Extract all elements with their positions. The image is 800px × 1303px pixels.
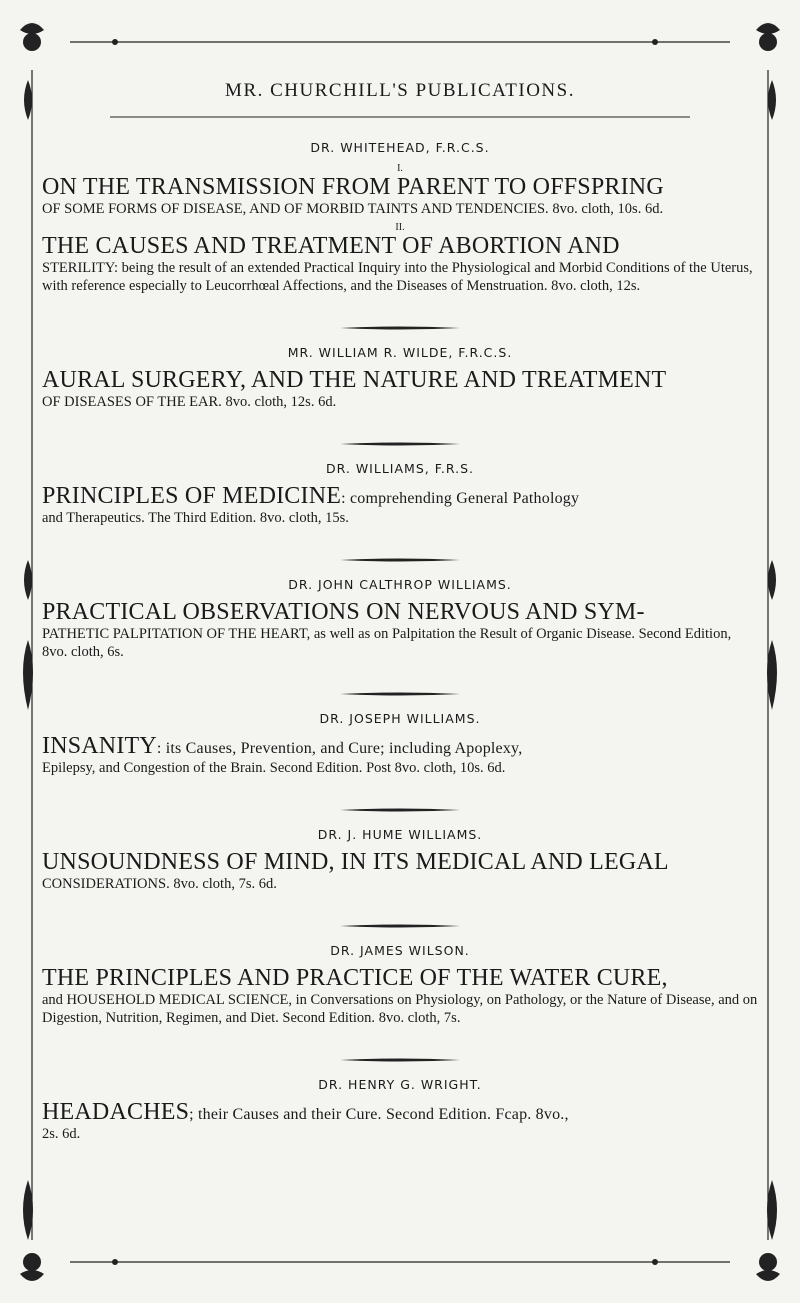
work-description	[42, 759, 758, 777]
title-main: THE CAUSES AND TREATMENT OF ABORTION AND	[42, 233, 620, 259]
work-description	[42, 1125, 758, 1143]
section-divider	[340, 549, 460, 553]
author-name: DR. J. HUME WILLIAMS.	[317, 827, 483, 842]
work-title	[42, 600, 758, 625]
price-format: 8vo. cloth, 12s. 6d.	[225, 394, 337, 410]
author-name: DR. WILLIAMS, F.R.S.	[326, 461, 474, 476]
price-format: Post 8vo. cloth, 10s. 6d.	[366, 760, 506, 776]
section-divider	[340, 433, 460, 437]
title-rest: ; their Causes and their Cure. Second Edition. Fcap. 8vo.,	[189, 1106, 569, 1123]
publication-entry	[42, 827, 758, 893]
work-title	[42, 484, 758, 509]
author-name: DR. WHITEHEAD, F.R.C.S.	[310, 140, 490, 155]
title-main: PRACTICAL OBSERVATIONS ON NERVOUS AND SYM-	[42, 599, 645, 625]
title-main: HEADACHES	[42, 1099, 190, 1125]
description-text: OF SOME FORMS OF DISEASE, AND OF MORBID TAINTS AND TENDENCIES.	[42, 201, 553, 217]
price-format: 8vo. cloth, 10s. 6d.	[552, 201, 664, 217]
title-main: THE PRINCIPLES AND PRACTICE OF THE WATER CURE,	[42, 965, 668, 991]
title-main: INSANITY	[42, 733, 157, 759]
price-format: 8vo. cloth, 15s.	[259, 510, 349, 526]
publication-entry	[42, 1077, 758, 1143]
work-description	[42, 509, 758, 527]
title-main: ON THE TRANSMISSION FROM PARENT TO OFFSPRING	[42, 174, 664, 200]
price-format: 2s. 6d.	[42, 1126, 81, 1142]
title-rest: : its Causes, Prevention, and Cure; including Apoplexy,	[156, 740, 523, 757]
work-description	[42, 875, 758, 893]
price-format: 8vo. cloth, 7s. 6d.	[173, 876, 277, 892]
work-description	[42, 200, 758, 218]
title-rest: : comprehending General Pathology	[341, 490, 580, 507]
page-header: MR. CHURCHILL'S PUBLICATIONS.	[225, 80, 575, 101]
publication-entry	[42, 140, 758, 295]
publication-list	[42, 140, 758, 1143]
section-divider	[340, 915, 460, 919]
section-divider	[340, 317, 460, 321]
work-number: I.	[397, 163, 403, 174]
author-name: MR. WILLIAM R. WILDE, F.R.C.S.	[287, 345, 513, 360]
price-format: 8vo. cloth, 6s.	[42, 644, 124, 660]
author-name: DR. JOHN CALTHROP WILLIAMS.	[288, 577, 512, 592]
title-main: PRINCIPLES OF MEDICINE	[42, 483, 342, 509]
price-format: 8vo. cloth, 12s.	[551, 278, 641, 294]
description-text: PATHETIC PALPITATION OF THE HEART, as well as on Palpitation the Result of Organic Disease. Second Edition,	[42, 626, 732, 642]
author-name: DR. JAMES WILSON.	[330, 943, 470, 958]
work-title	[42, 175, 758, 200]
work-title	[42, 850, 758, 875]
description-text: Epilepsy, and Congestion of the Brain. Second Edition.	[42, 760, 367, 776]
work-title	[42, 1100, 758, 1125]
description-text: and HOUSEHOLD MEDICAL SCIENCE, in Conversations on Physiology, on Pathology, or the Nature of Disease, and on Digestion, Nutrition, Regimen, and Diet. Second Edition.	[42, 992, 758, 1026]
publication-entry	[42, 345, 758, 411]
author-name: DR. JOSEPH WILLIAMS.	[319, 711, 481, 726]
description-text: and Therapeutics. The Third Edition.	[42, 510, 260, 526]
section-divider	[340, 799, 460, 803]
work-description	[42, 259, 758, 295]
description-text: CONSIDERATIONS.	[42, 876, 174, 892]
title-main: UNSOUNDNESS OF MIND, IN ITS MEDICAL AND LEGAL	[42, 849, 669, 875]
publication-entry	[42, 461, 758, 527]
section-divider	[340, 1049, 460, 1053]
work-title	[42, 734, 758, 759]
work-description	[42, 625, 758, 661]
publication-entry	[42, 943, 758, 1027]
title-main: AURAL SURGERY, AND THE NATURE AND TREATMENT	[42, 367, 667, 393]
author-name: DR. HENRY G. WRIGHT.	[318, 1077, 482, 1092]
work-description	[42, 393, 758, 411]
work-title	[42, 966, 758, 991]
description-text: STERILITY: being the result of an extended Practical Inquiry into the Physiological and Morbid Conditions of the Uterus, with reference especially to Leucorrhœal Affections, and the Diseases of Menstruation.	[42, 260, 753, 294]
work-title	[42, 368, 758, 393]
work-description	[42, 991, 758, 1027]
description-text: OF DISEASES OF THE EAR.	[42, 394, 226, 410]
section-divider	[340, 683, 460, 687]
work-title	[42, 234, 758, 259]
publication-entry	[42, 577, 758, 661]
work-number: II.	[395, 222, 405, 233]
price-format: 8vo. cloth, 7s.	[378, 1010, 461, 1026]
publication-entry	[42, 711, 758, 777]
